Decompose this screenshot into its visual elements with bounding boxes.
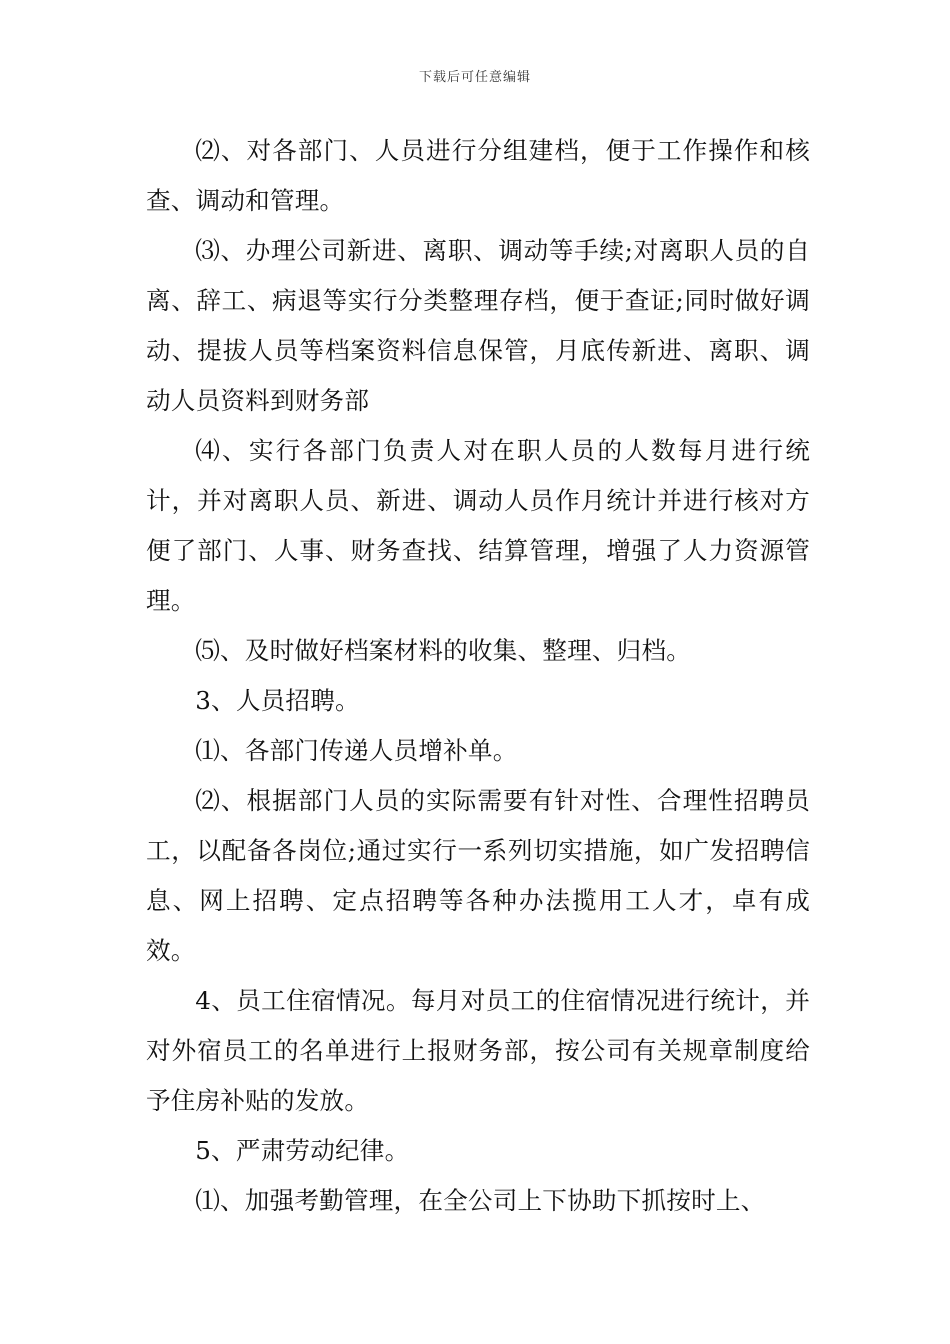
document-body	[146, 126, 810, 1226]
section-heading-accommodation: 4、员工住宿情况。每月对员工的住宿情况进行统计，并对外宿员工的名单进行上报财务部，按公司有关规章制度给予住房补贴的发放。	[146, 986, 810, 1115]
section-heading-recruitment: 3、人员招聘。	[195, 686, 360, 715]
paragraph-personnel-procedures: ⑶、办理公司新进、离职、调动等手续;对离职人员的自离、辞工、病退等实行分类整理存档，便于查证;同时做好调动、提拔人员等档案资料信息保管，月底传新进、离职、调动人员资料到财务部	[146, 236, 810, 415]
page-header: 下载后可任意编辑	[418, 70, 531, 85]
paragraph-attendance-management: ⑴、加强考勤管理，在全公司上下协助下抓按时上、	[195, 1186, 766, 1215]
paragraph-archive-collection: ⑸、及时做好档案材料的收集、整理、归档。	[195, 636, 692, 665]
section-heading-labor-discipline: 5、严肃劳动纪律。	[195, 1136, 410, 1165]
paragraph-grouped-archiving: ⑵、对各部门、人员进行分组建档，便于工作操作和核查、调动和管理。	[146, 136, 810, 215]
paragraph-staff-requisition: ⑴、各部门传递人员增补单。	[195, 736, 518, 765]
paragraph-monthly-statistics: ⑷、实行各部门负责人对在职人员的人数每月进行统计，并对离职人员、新进、调动人员作月统计并进行核对方便了部门、人事、财务查找、结算管理，增强了人力资源管理。	[146, 436, 810, 615]
paragraph-recruitment-measures: ⑵、根据部门人员的实际需要有针对性、合理性招聘员工，以配备各岗位;通过实行一系列切实措施，如广发招聘信息、网上招聘、定点招聘等各种办法揽用工人才，卓有成效。	[146, 786, 810, 965]
